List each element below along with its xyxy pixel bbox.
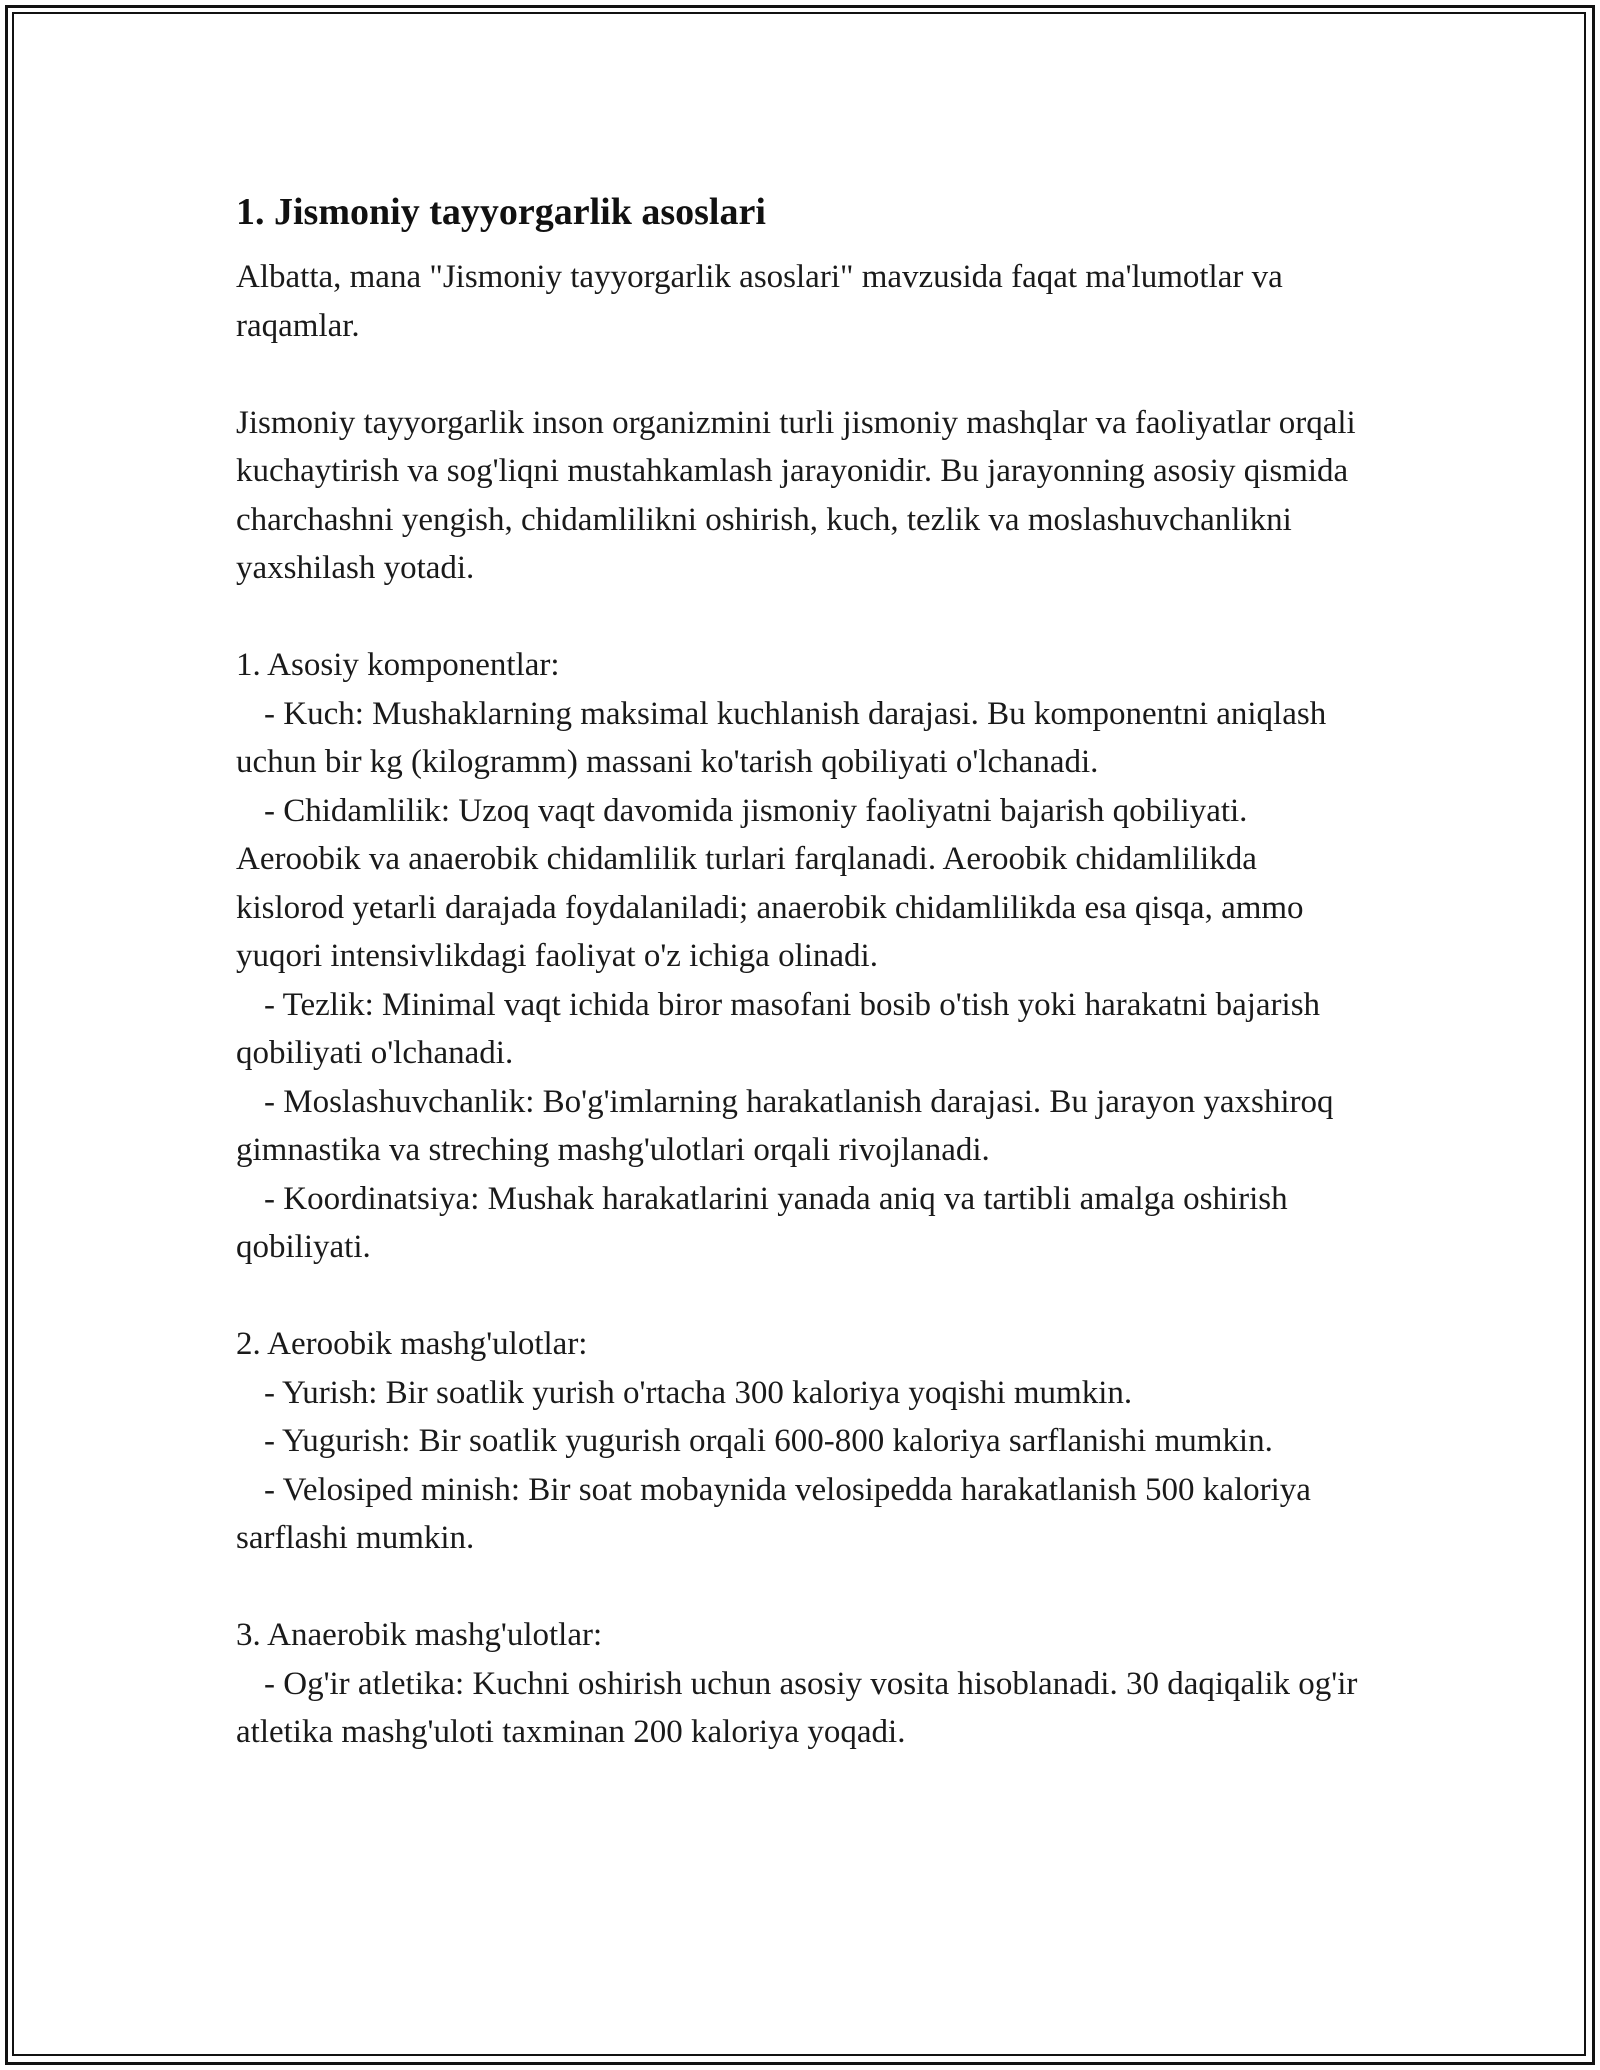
list-item: - Chidamlilik: Uzoq vaqt davomida jismoniy faoliyatni bajarish qobiliyati. Aeroobik va anaerobik chidamlilik turlari farqlanadi. Aeroobik chidamlilikda kislorod yetarli darajada foydalaniladi; anaerobik chidamlilikda esa qisqa, ammo yuqori intensivlikdagi faoliyat o'z ichiga olinadi.	[236, 792, 1304, 974]
list-item: - Og'ir atletika: Kuchni oshirish uchun asosiy vosita hisoblanadi. 30 daqiqalik og'ir atletika mashg'uloti taxminan 200 kaloriya yoqadi.	[236, 1665, 1358, 1750]
section-heading: 2. Aeroobik mashg'ulotlar:	[236, 1326, 588, 1362]
paragraph-spacer	[236, 1272, 1366, 1321]
intro-paragraph: Albatta, mana "Jismoniy tayyorgarlik asoslari" mavzusida faqat ma'lumotlar va raqamlar.	[236, 259, 1283, 344]
section-heading: 3. Anaerobik mashg'ulotlar:	[236, 1617, 603, 1653]
document-body	[236, 188, 1366, 1757]
list-item: - Koordinatsiya: Mushak harakatlarini yanada aniq va tartibli amalga oshirish qobiliyati.	[236, 1180, 1288, 1265]
section-aerobic	[236, 1320, 1366, 1563]
paragraph-spacer	[236, 1563, 1366, 1612]
document-title: 1. Jismoniy tayyorgarlik asoslari	[236, 191, 766, 233]
list-item: - Kuch: Mushaklarning maksimal kuchlanish darajasi. Bu komponentni aniqlash uchun bir kg (kilogramm) massani ko'tarish qobiliyati o'lchanadi.	[236, 695, 1327, 780]
list-item: - Velosiped minish: Bir soat mobaynida velosipedda harakatlanish 500 kaloriya sarflashi mumkin.	[236, 1471, 1311, 1556]
paragraph-spacer	[236, 350, 1366, 399]
section-heading: 1. Asosiy komponentlar:	[236, 647, 560, 683]
section-components	[236, 641, 1366, 1272]
list-item: - Tezlik: Minimal vaqt ichida biror masofani bosib o'tish yoki harakatni bajarish qobiliyati o'lchanadi.	[236, 986, 1321, 1071]
list-item: - Yugurish: Bir soatlik yugurish orqali 600-800 kaloriya sarflanishi mumkin.	[264, 1423, 1273, 1459]
overview-paragraph: Jismoniy tayyorgarlik inson organizmini turli jismoniy mashqlar va faoliyatlar orqali kuchaytirish va sog'liqni mustahkamlash jarayonidir. Bu jarayonning asosiy qismida charchashni yengish, chidamlilikni oshirish, kuch, tezlik va moslashuvchanlikni yaxshilash yotadi.	[236, 404, 1356, 586]
paragraph-spacer	[236, 593, 1366, 642]
list-item: - Moslashuvchanlik: Bo'g'imlarning harakatlanish darajasi. Bu jarayon yaxshiroq gimnastika va streching mashg'ulotlari orqali rivojlanadi.	[236, 1083, 1334, 1168]
list-item: - Yurish: Bir soatlik yurish o'rtacha 300 kaloriya yoqishi mumkin.	[264, 1374, 1133, 1411]
section-anaerobic	[236, 1611, 1366, 1757]
